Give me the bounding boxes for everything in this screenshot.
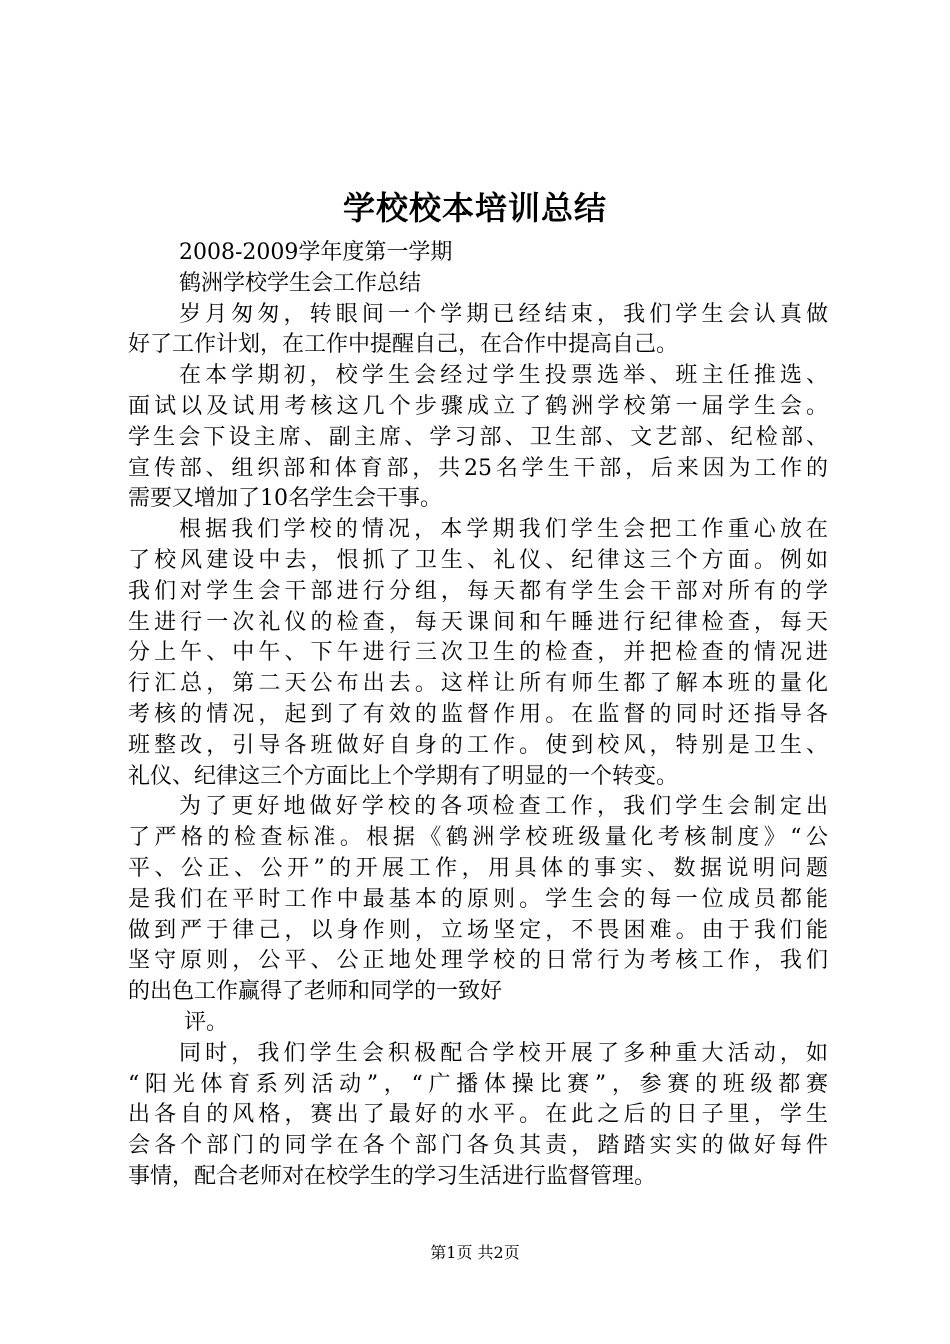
text-line: 的出色工作赢得了老师和同学的一致好 [128,979,503,1005]
text-line: 根据我们学校的情况，本学期我们学生会把工作重心放在 [179,517,828,543]
text-line: 班整改，引导各班做好自身的工作。使到校风，特别是卫生、 [128,732,828,758]
text-line: 考核的情况，起到了有效的监督作用。在监督的同时还指导各 [128,701,828,727]
text-line: 行汇总，第二天公布出去。这样让所有师生都了解本班的量化 [128,671,828,697]
text-line: 做到严于律己，以身作则，立场坚定，不畏困难。由于我们能 [128,917,828,943]
document-body [128,238,828,1193]
text-line: 岁月匆匆，转眼间一个学期已经结束，我们学生会认真做 [179,301,828,327]
text-line: 为了更好地做好学校的各项检查工作，我们学生会制定出 [179,794,828,820]
text-line: 出各自的风格，赛出了最好的水平。在此之后的日子里，学生 [128,1102,828,1128]
text-line: 事情，配合老师对在校学生的学习生活进行监督管理。 [128,1163,657,1189]
text-line: 在本学期初，校学生会经过学生投票选举、班主任推选、 [179,363,828,389]
text-line: 好了工作计划，在工作中提醒自己，在合作中提高自己。 [128,332,679,358]
text-line: 学生会下设主席、副主席、学习部、卫生部、文艺部、纪检部、 [128,424,828,450]
text-line: 坚守原则，公平、公正地处理学校的日常行为考核工作，我们 [128,948,828,974]
text-line: 了校风建设中去，恨抓了卫生、礼仪、纪律这三个方面。例如 [128,547,828,573]
text-line: 2008-2009学年度第一学期 [179,240,453,265]
text-line: 生进行一次礼仪的检查，每天课间和午睡进行纪律检查，每天 [128,609,828,635]
text-line: 需要又增加了10名学生会干事。 [128,486,442,512]
text-line: 平、公正、公开”的开展工作，用具体的事实、数据说明问题 [128,855,828,881]
document-title: 学校校本培训总结 [342,189,607,227]
text-line: 面试以及试用考核这几个步骤成立了鹤洲学校第一届学生会。 [128,393,828,419]
text-line: 同时，我们学生会积极配合学校开展了多种重大活动，如 [179,1040,828,1066]
text-line: 了严格的检查标准。根据《鹤洲学校班级量化考核制度》“公 [128,825,828,851]
text-line: 宣传部、组织部和体育部，共25名学生干部，后来因为工作的 [128,455,828,481]
text-line: 会各个部门的同学在各个部门各负其责，踏踏实实的做好每件 [128,1133,828,1159]
text-line: 我们对学生会干部进行分组，每天都有学生会干部对所有的学 [128,578,828,604]
text-line: 是我们在平时工作中最基本的原则。学生会的每一位成员都能 [128,886,828,912]
page-number-footer: 第1页 共2页 [430,1243,520,1262]
text-line: 评。 [184,1009,229,1035]
text-line: 礼仪、纪律这三个方面比上个学期有了明显的一个转变。 [128,763,679,789]
text-line: 鹤洲学校学生会工作总结 [179,270,422,296]
text-line: 分上午、中午、下午进行三次卫生的检查，并把检查的情况进 [128,640,828,666]
text-line: “阳光体育系列活动”，“广播体操比赛”，参赛的班级都赛 [128,1071,828,1097]
